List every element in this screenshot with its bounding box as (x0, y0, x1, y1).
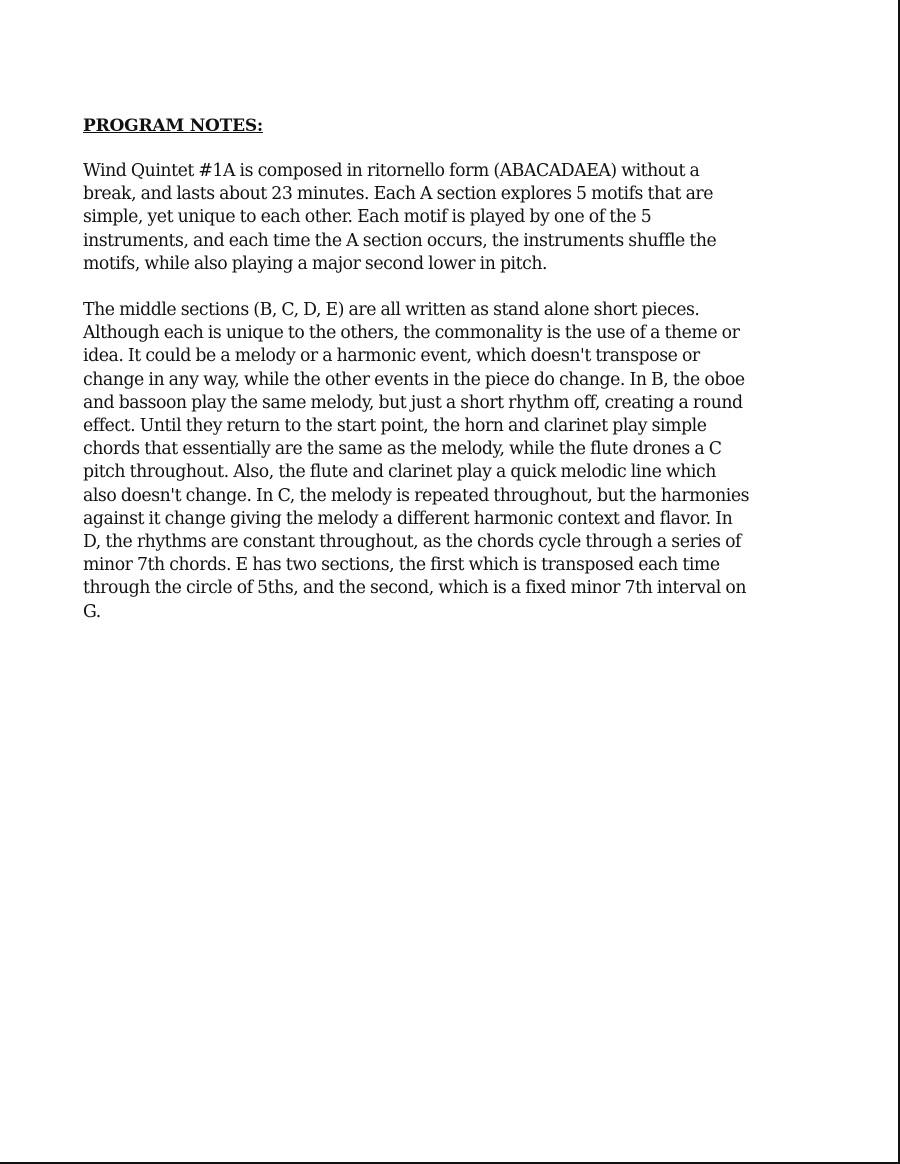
text-line: also doesn't change. In C, the melody is repeated throughout, but the harmonies (83, 485, 750, 506)
text-line: break, and lasts about 23 minutes. Each A section explores 5 motifs that are (83, 184, 714, 205)
text-line: minor 7th chords. E has two sections, the first which is transposed each time (83, 555, 720, 576)
paragraph-1 (83, 160, 823, 276)
text-line: pitch throughout. Also, the flute and clarinet play a quick melodic line which (83, 462, 716, 483)
text-line: D, the rhythms are constant throughout, as the chords cycle through a series of (83, 532, 742, 553)
text-line: Although each is unique to the others, the commonality is the use of a theme or (83, 323, 740, 344)
text-line: idea. It could be a melody or a harmonic event, which doesn't transpose or (83, 346, 700, 367)
text-line: and bassoon play the same melody, but just a short rhythm off, creating a round (83, 392, 743, 413)
paragraph-2 (83, 299, 823, 624)
text-line: Wind Quintet #1A is composed in ritornello form (ABACADAEA) without a (83, 161, 700, 181)
text-line: through the circle of 5ths, and the second, which is a fixed minor 7th interval on (83, 578, 747, 599)
text-line: instruments, and each time the A section occurs, the instruments shuffle the (83, 230, 717, 251)
text-line: effect. Until they return to the start point, the horn and clarinet play simple (83, 416, 707, 437)
section-heading: PROGRAM NOTES: (83, 116, 263, 136)
text-line: motifs, while also playing a major second lower in pitch. (83, 253, 548, 274)
text-line: chords that essentially are the same as the melody, while the flute drones a C (83, 439, 722, 460)
text-line: The middle sections (B, C, D, E) are all written as stand alone short pieces. (83, 300, 700, 321)
text-line: change in any way, while the other events in the piece do change. In B, the oboe (83, 369, 745, 390)
text-line: simple, yet unique to each other. Each motif is played by one of the 5 (83, 207, 652, 228)
text-line: G. (83, 601, 101, 622)
program-notes (83, 115, 823, 647)
text-line: against it change giving the melody a different harmonic context and flavor. In (83, 508, 733, 529)
